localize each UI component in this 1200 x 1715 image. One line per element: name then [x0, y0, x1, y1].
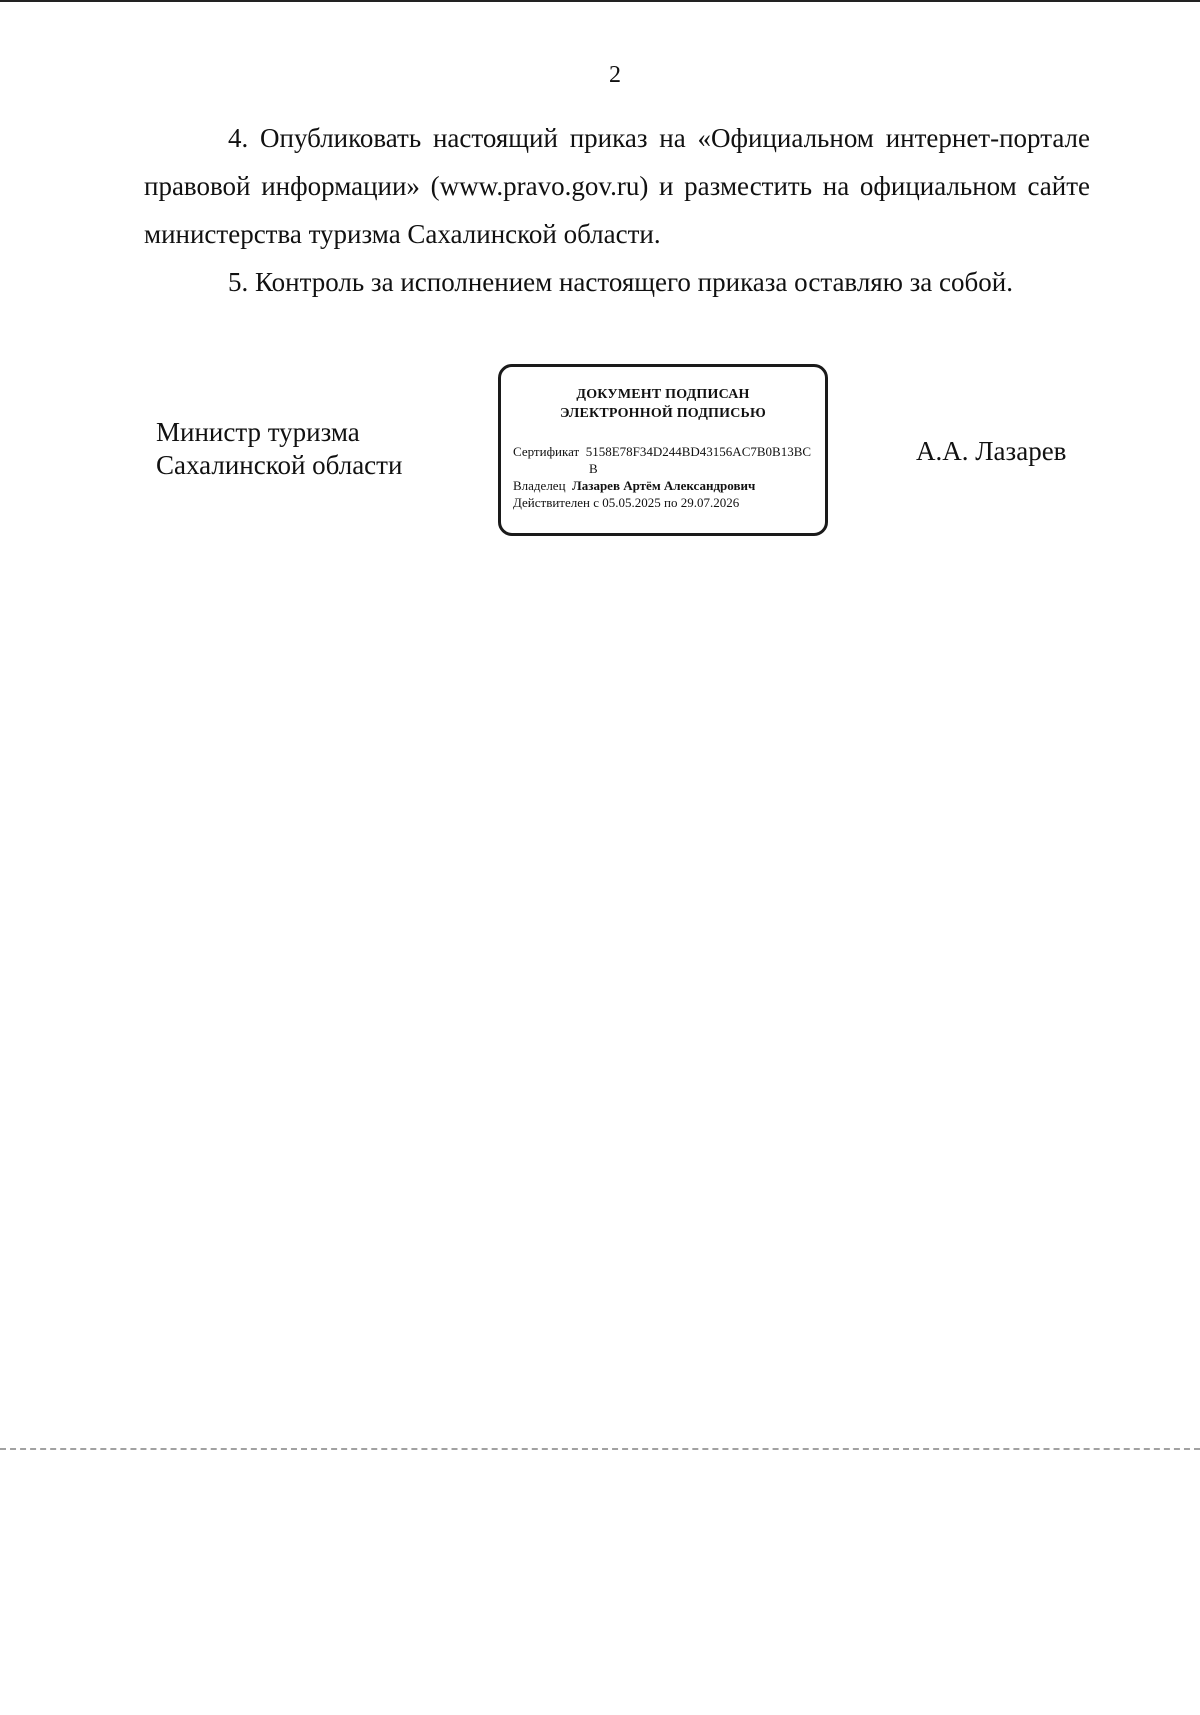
- stamp-owner-name: Лазарев Артём Александрович: [572, 478, 756, 493]
- signatory-position: [156, 416, 402, 482]
- electronic-signature-stamp: [498, 364, 828, 536]
- stamp-certificate-label: Сертификат: [513, 444, 580, 459]
- stamp-certificate-value-cont: B: [589, 461, 598, 476]
- stamp-owner: [513, 477, 813, 494]
- stamp-title-line1: ДОКУМЕНТ ПОДПИСАН: [576, 387, 750, 402]
- signatory-position-line1: Министр туризма: [156, 417, 360, 447]
- scan-dash-line: [0, 1448, 1200, 1450]
- paragraph-5: 5. Контроль за исполнением настоящего приказа оставляю за собой.: [228, 267, 1013, 297]
- signatory-position-line2: Сахалинской области: [156, 450, 403, 480]
- page-top-border: [0, 0, 1200, 2]
- stamp-certificate: [513, 443, 813, 460]
- stamp-owner-label: Владелец: [513, 478, 566, 493]
- stamp-title-line2: ЭЛЕКТРОННОЙ ПОДПИСЬЮ: [560, 406, 766, 421]
- stamp-validity: Действителен с 05.05.2025 по 29.07.2026: [513, 495, 740, 510]
- page-number: 2: [609, 62, 621, 88]
- stamp-certificate-value: 5158E78F34D244BD43156AC7B0B13BC: [585, 444, 812, 459]
- signer-name: А.А. Лазарев: [916, 436, 1067, 466]
- paragraph-4: 4. Опубликовать настоящий приказ на «Официальном интернет-портале правовой информации» (www.pravo.gov.ru) и разместить на официальном сайте министерства туризма Сахалинской области.: [144, 123, 1090, 249]
